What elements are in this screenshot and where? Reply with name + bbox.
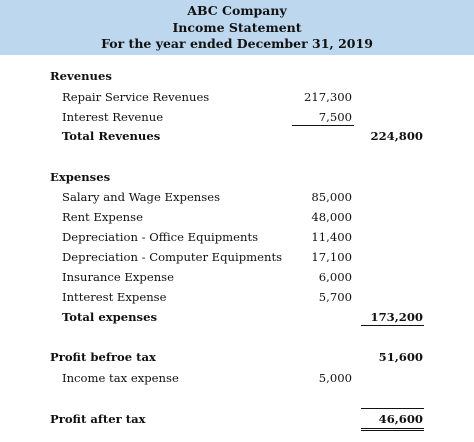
profit-after-tax-amount: 46,600 [378, 412, 423, 426]
line-item-label: Salary and Wage Expenses [62, 190, 221, 204]
table-row [0, 288, 474, 306]
tax-label: Income tax expense [62, 371, 179, 385]
line-item-amount: 5,700 [318, 290, 352, 304]
tax-amount: 5,000 [318, 371, 352, 385]
expenses-total-rule [361, 325, 424, 326]
line-item-label: Depreciation - Computer Equipments [62, 250, 283, 264]
expenses-total-row [0, 308, 474, 326]
revenues-total-amount: 224,800 [370, 129, 423, 143]
line-item-amount: 6,000 [318, 270, 352, 284]
line-item-amount: 17,100 [311, 250, 352, 264]
tax-row [0, 369, 474, 387]
expenses-total-label: Total expenses [62, 310, 157, 324]
line-item-label: Intterest Expense [62, 290, 167, 304]
statement-period: For the year ended December 31, 2019 [101, 36, 373, 51]
revenues-heading-row [0, 67, 474, 85]
table-row [0, 248, 474, 266]
expenses-heading: Expenses [50, 170, 111, 184]
line-item-label: Repair Service Revenues [62, 90, 210, 104]
table-row [0, 208, 474, 226]
expenses-total-amount: 173,200 [370, 310, 423, 324]
profit-after-tax-row [0, 410, 474, 428]
table-row [0, 228, 474, 246]
revenues-total-label: Total Revenues [62, 129, 161, 143]
profit-after-tax-double-rule-1 [361, 428, 424, 429]
profit-after-tax-label: Profit after tax [50, 412, 146, 426]
line-item-label: Interest Revenue [62, 110, 164, 124]
profit-before-tax-row [0, 348, 474, 366]
profit-before-tax-amount: 51,600 [378, 350, 423, 364]
table-row [0, 268, 474, 286]
profit-before-tax-label: Profit befroe tax [50, 350, 156, 364]
table-row [0, 188, 474, 206]
table-row [0, 108, 474, 126]
line-item-label: Insurance Expense [62, 270, 174, 284]
profit-after-tax-double-rule-2 [361, 430, 424, 431]
line-item-amount: 11,400 [311, 230, 352, 244]
line-item-amount: 48,000 [311, 210, 352, 224]
line-item-amount: 85,000 [311, 190, 352, 204]
profit-after-tax-top-rule [361, 408, 424, 409]
line-item-label: Depreciation - Office Equipments [62, 230, 259, 244]
expenses-heading-row [0, 168, 474, 186]
revenues-total-row [0, 127, 474, 145]
revenues-heading: Revenues [50, 69, 112, 83]
line-item-amount: 7,500 [318, 110, 352, 124]
table-row [0, 88, 474, 106]
statement-header [0, 0, 474, 55]
statement-title: Income Statement [172, 19, 302, 35]
line-item-label: Rent Expense [62, 210, 143, 224]
revenues-subtotal-rule [292, 125, 354, 126]
line-item-amount: 217,300 [304, 90, 352, 104]
company-name: ABC Company [187, 3, 287, 18]
